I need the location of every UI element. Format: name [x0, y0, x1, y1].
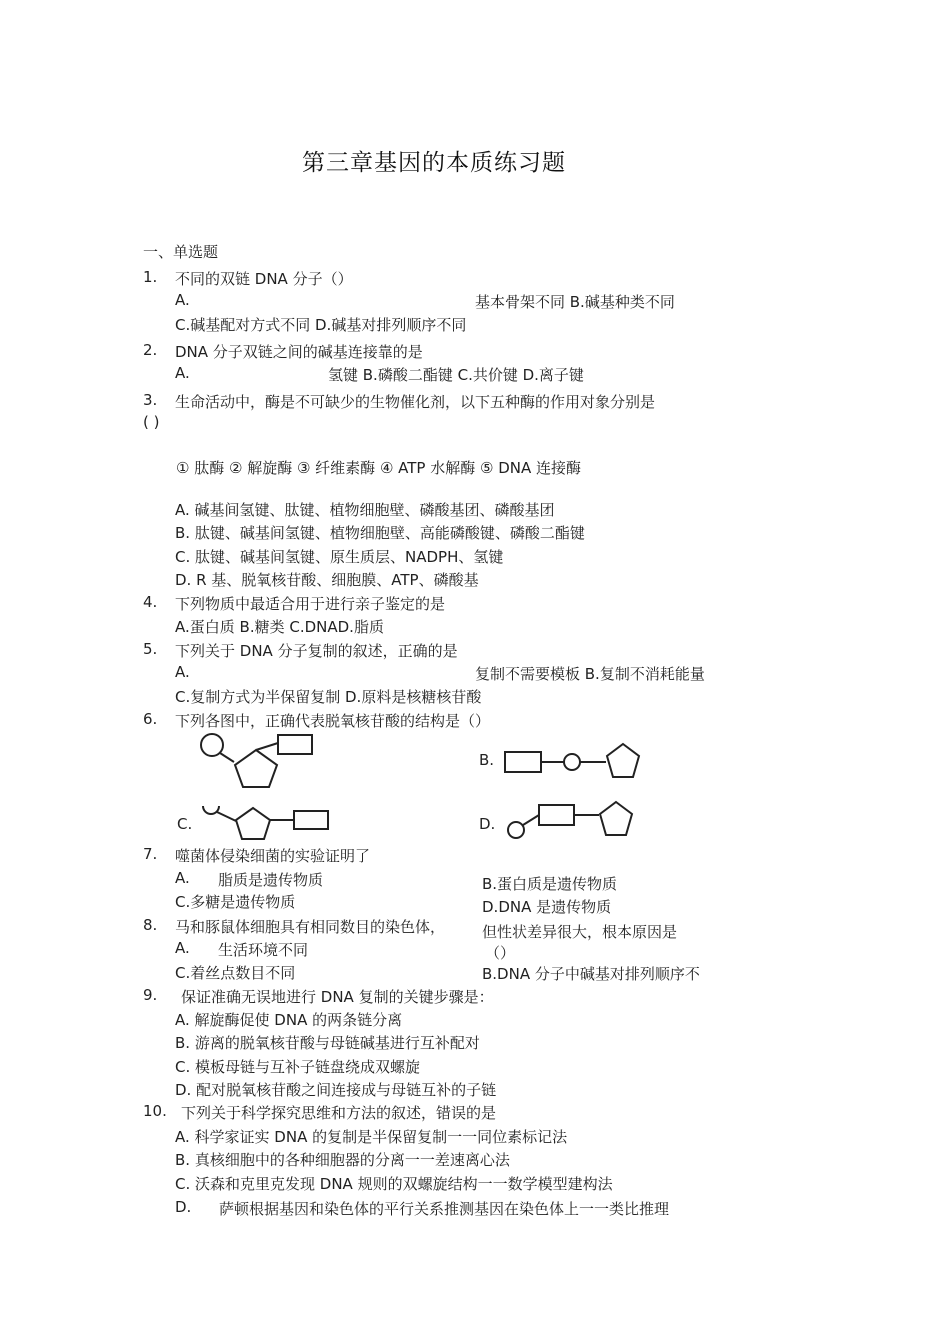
q1-number: 1. [143, 268, 158, 286]
q9-number: 9. [143, 986, 158, 1004]
q1-stem: 不同的双链 DNA 分子（） [175, 270, 353, 288]
q5-options-ab: 复制不需要模板 B.复制不消耗能量 [475, 665, 705, 683]
q8-number: 8. [143, 916, 158, 934]
q7-option-d: D.DNA 是遗传物质 [482, 898, 612, 916]
nucleotide-diagram-d [505, 799, 637, 847]
q3-paren: ( ) [143, 413, 160, 431]
q4-options: A.蛋白质 B.糖类 C.DNAD.脂质 [175, 618, 384, 636]
q6-option-d-label: D. [479, 815, 496, 833]
q3-option-c: C. 肽键、碱基间氢键、原生质层、NADPH、氢键 [175, 548, 504, 566]
q7-number: 7. [143, 845, 158, 863]
q2-options: 氢键 B.磷酸二酯键 C.共价键 D.离子键 [328, 366, 584, 384]
q3-option-b: B. 肽键、碱基间氢键、植物细胞壁、高能磷酸键、磷酸二酯键 [175, 524, 585, 542]
q9-option-a: A. 解旋酶促使 DNA 的两条链分离 [175, 1011, 403, 1029]
q6-option-c-label: C. [177, 815, 193, 833]
q8-option-a: 生活环境不同 [218, 941, 309, 959]
q10-option-d-label: D. [175, 1198, 192, 1216]
nucleotide-diagram-c [198, 803, 332, 843]
q9-option-b: B. 游离的脱氧核苷酸与母链碱基进行互补配对 [175, 1034, 480, 1052]
q3-stem: 生命活动中，酶是不可缺少的生物催化剂，以下五种酶的作用对象分别是 [175, 393, 656, 411]
q7-option-a: 脂质是遗传物质 [218, 871, 324, 889]
q2-option-a-label: A. [175, 364, 190, 382]
q7-stem: 噬菌体侵染细菌的实验证明了 [175, 847, 371, 865]
q8-paren: （） [485, 944, 516, 962]
section-heading: 一、单选题 [143, 243, 219, 261]
q5-options-cd: C.复制方式为半保留复制 D.原料是核糖核苷酸 [175, 688, 482, 706]
q9-stem: 保证准确无误地进行 DNA 复制的关键步骤是： [181, 988, 494, 1006]
q10-stem: 下列关于科学探究思维和方法的叙述，错误的是 [181, 1104, 497, 1122]
q5-number: 5. [143, 640, 158, 658]
q8-stem-continued: 但性状差异很大，根本原因是 [482, 923, 678, 941]
q10-option-b: B. 真核细胞中的各种细胞器的分离一一差速离心法 [175, 1151, 510, 1169]
q3-number: 3. [143, 391, 158, 409]
q8-option-b: B.DNA 分子中碱基对排列顺序不 [482, 965, 700, 983]
nucleotide-diagram-a [198, 730, 320, 790]
q2-number: 2. [143, 341, 158, 359]
q1-options-cd: C.碱基配对方式不同 D.碱基对排列顺序不同 [175, 316, 467, 334]
q9-option-d: D. 配对脱氧核苷酸之间连接成与母链互补的子链 [175, 1081, 497, 1099]
q1-option-a-label: A. [175, 291, 190, 309]
q10-option-d: 萨顿根据基因和染色体的平行关系推测基因在染色体上一一类比推理 [219, 1200, 670, 1218]
q10-number: 10. [143, 1102, 167, 1120]
q10-option-a: A. 科学家证实 DNA 的复制是半保留复制一一同位素标记法 [175, 1128, 568, 1146]
q8-stem: 马和豚鼠体细胞具有相同数目的染色体， [175, 918, 446, 936]
q5-stem: 下列关于 DNA 分子复制的叙述，正确的是 [175, 642, 458, 660]
q10-option-c: C. 沃森和克里克发现 DNA 规则的双螺旋结构一一数学模型建构法 [175, 1175, 613, 1193]
q1-options-ab: 基本骨架不同 B.碱基种类不同 [475, 293, 675, 311]
q3-enzyme-list: ① 肽酶 ② 解旋酶 ③ 纤维素酶 ④ ATP 水解酶 ⑤ DNA 连接酶 [176, 459, 582, 477]
q3-option-d: D. R 基、脱氧核苷酸、细胞膜、ATP、磷酸基 [175, 571, 479, 589]
q7-option-c: C.多糖是遗传物质 [175, 893, 296, 911]
q5-option-a-label: A. [175, 663, 190, 681]
page-title: 第三章基因的本质练习题 [302, 150, 566, 176]
q8-option-c: C.着丝点数目不同 [175, 964, 296, 982]
q2-stem: DNA 分子双链之间的碱基连接靠的是 [175, 343, 423, 361]
q4-stem: 下列物质中最适合用于进行亲子鉴定的是 [175, 595, 446, 613]
q6-stem: 下列各图中，正确代表脱氧核苷酸的结构是（） [175, 712, 491, 730]
q7-option-a-label: A. [175, 869, 190, 887]
q6-option-b-label: B. [479, 751, 495, 769]
q6-number: 6. [143, 710, 158, 728]
q4-number: 4. [143, 593, 158, 611]
q8-option-a-label: A. [175, 939, 190, 957]
q7-option-b: B.蛋白质是遗传物质 [482, 875, 618, 893]
nucleotide-diagram-b [502, 740, 644, 782]
q9-option-c: C. 模板母链与互补子链盘绕成双螺旋 [175, 1058, 421, 1076]
q3-option-a: A. 碱基间氢键、肽键、植物细胞壁、磷酸基团、磷酸基团 [175, 501, 555, 519]
